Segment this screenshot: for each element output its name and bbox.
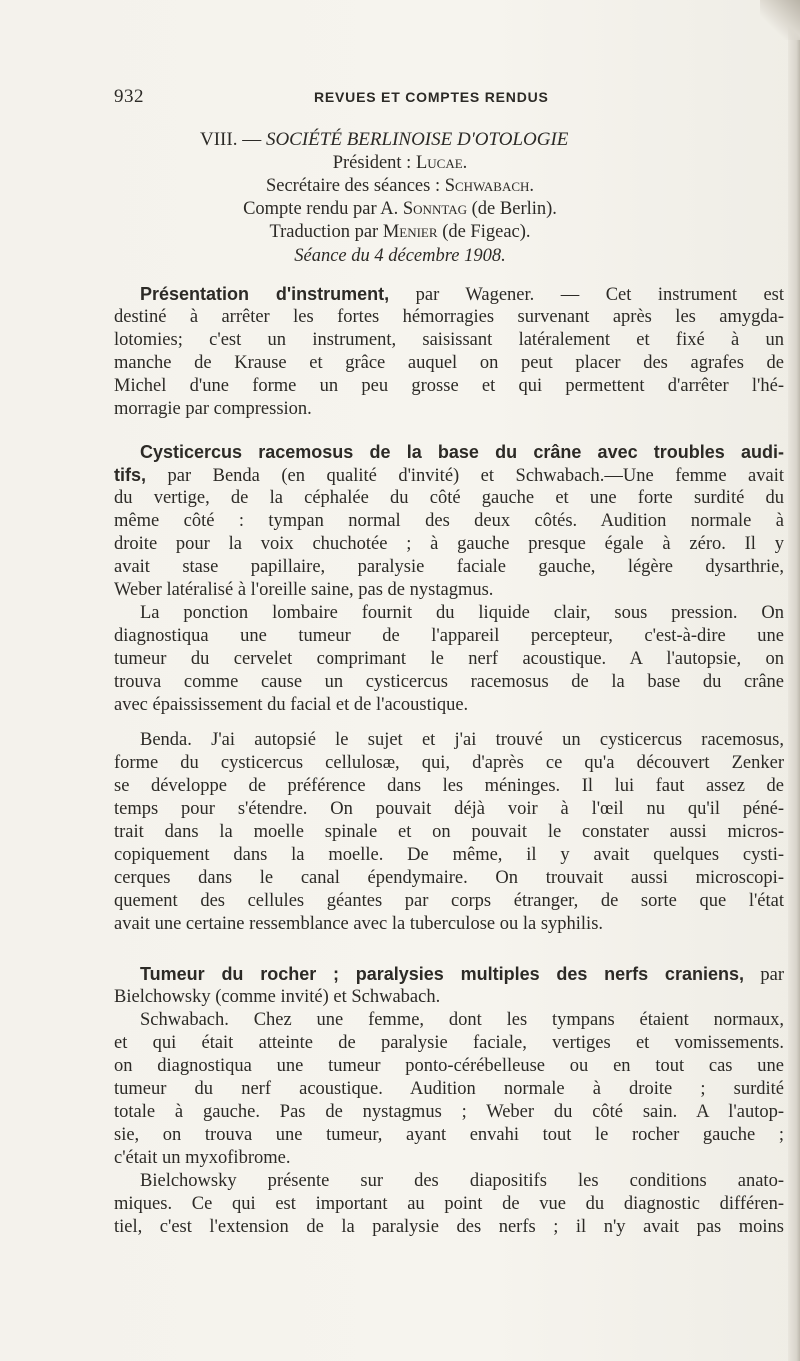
article-2-line-15: temps pour s'étendre. On pouvait déjà voir à l'œil nu qu'il péné- xyxy=(114,799,784,819)
article-2-line-12: Benda. J'ai autopsié le sujet et j'ai trouvé un cysticercus racemosus, xyxy=(140,730,784,750)
article-3-line-4: et qui était atteinte de paralysie faciale, vertiges et vomissements. xyxy=(114,1033,784,1053)
article-3-line-12: tiel, c'est l'extension de la paralysie des nerfs ; il n'y avait pas moins xyxy=(114,1217,784,1237)
article-3-line-3: Schwabach. Chez une femme, dont les tympans étaient normaux, xyxy=(140,1010,784,1030)
article-1-line-5: Michel d'une forme un peu grosse et qui permettent d'arrêter l'hé- xyxy=(114,376,784,396)
article-1-title: Présentation d'instrument, xyxy=(140,284,390,304)
article-3-title: Tumeur du rocher ; paralysies multiples des nerfs craniens, xyxy=(140,964,744,984)
report-line: Compte rendu par A. Sonntag (de Berlin). xyxy=(243,199,557,219)
article-1-line-6: morragie par compression. xyxy=(114,399,312,419)
section-title: VIII. — SOCIÉTÉ BERLINOISE D'OTOLOGIE xyxy=(200,129,569,150)
article-2-line-19: quement des cellules géantes par corps étranger, de sorte que l'état xyxy=(114,891,784,911)
page-corner-shadow xyxy=(760,0,800,40)
article-2-line-9: tumeur du cervelet comprimant le nerf acoustique. A l'autopsie, on xyxy=(114,649,784,669)
article-1-line-4: manche de Krause et grâce auquel on peut placer des agrafes de xyxy=(114,353,784,373)
article-3-line-5: on diagnostiqua une tumeur ponto-cérébelleuse ou en tout cas une xyxy=(114,1056,784,1076)
article-2-line-3: même côté : tympan normal des deux côtés. Audition normale à xyxy=(114,511,784,531)
article-2-line-7: La ponction lombaire fournit du liquide clair, sous pression. On xyxy=(140,603,784,623)
article-2-line-14: se développe de préférence dans les méninges. Il lui faut assez de xyxy=(114,776,784,796)
article-3-line-11: miques. Ce qui est important au point de vue du diagnostic différen- xyxy=(114,1194,784,1214)
secretary-line: Secrétaire des séances : Schwabach. xyxy=(265,176,535,196)
article-2-line-5: avait stase papillaire, paralysie faciale gauche, légère dysarthrie, xyxy=(114,557,784,577)
article-3-line-7: totale à gauche. Pas de nystagmus ; Weber du côté sain. A l'autop- xyxy=(114,1102,784,1122)
article-3-line-10: Bielchowsky présente sur des diapositifs les conditions anato- xyxy=(140,1171,784,1191)
article-1-line-2: destiné à arrêter les fortes hémorragies survenant après les amygda- xyxy=(114,307,784,327)
article-2-line-2: du vertige, de la céphalée du côté gauche et une forte surdité du xyxy=(114,488,784,508)
article-3-line-9: c'était un myxofibrome. xyxy=(114,1148,291,1168)
article-2-line-1: tifs, par Benda (en qualité d'invité) et Schwabach.—Une femme avait xyxy=(114,465,785,486)
article-3-line-6: tumeur du nerf acoustique. Audition normale à droite ; surdité xyxy=(114,1079,784,1099)
article-2-line-13: forme du cysticercus cellulosæ, qui, d'après ce qu'a découvert Zenker xyxy=(114,753,784,773)
article-3-line-1: Tumeur du rocher ; paralysies multiples des nerfs craniens, par xyxy=(140,964,785,985)
article-1-line-1: Présentation d'instrument, par Wagener. — Cet instrument est xyxy=(140,284,784,305)
article-2-line-20: avait une certaine ressemblance avec la tuberculose ou la syphilis. xyxy=(114,914,604,934)
article-2-line-11: avec épaississement du facial et de l'acoustique. xyxy=(114,695,469,715)
article-2-line-16: trait dans la moelle spinale et on pouvait le constater aussi micros- xyxy=(114,822,784,842)
page-header xyxy=(114,86,714,110)
president-line: Président : Lucae. xyxy=(332,153,468,173)
article-2-title: Cysticercus racemosus de la base du crâne avec troubles audi- xyxy=(140,442,784,462)
article-1-line-3: lotomies; c'est un instrument, saisissant latéralement et fixé à un xyxy=(114,330,784,350)
session-date: Séance du 4 décembre 1908. xyxy=(294,246,506,266)
article-2-line-10: trouva comme cause un cysticercus racemosus de la base du crâne xyxy=(114,672,784,692)
translation-line: Traduction par Menier (de Figeac). xyxy=(269,222,531,242)
page-number: 932 xyxy=(114,86,144,107)
article-2-line-6: Weber latéralisé à l'oreille saine, pas de nystagmus. xyxy=(114,580,494,600)
article-2-line-4: droite pour la voix chuchotée ; à gauche presque égale à zéro. Il y xyxy=(114,534,784,554)
article-2-line-17: copiquement dans la moelle. De même, il y avait quelques cysti- xyxy=(114,845,784,865)
article-2-line-8: diagnostiqua une tumeur de l'appareil percepteur, c'est-à-dire une xyxy=(114,626,784,646)
article-2-line-18: cerques dans le canal épendymaire. On trouvait aussi microscopi- xyxy=(114,868,784,888)
running-head: REVUES ET COMPTES RENDUS xyxy=(314,89,549,105)
article-3-line-2: Bielchowsky (comme invité) et Schwabach. xyxy=(114,987,441,1007)
article-3-line-8: sie, on trouva une tumeur, ayant envahi tout le rocher gauche ; xyxy=(114,1125,784,1145)
